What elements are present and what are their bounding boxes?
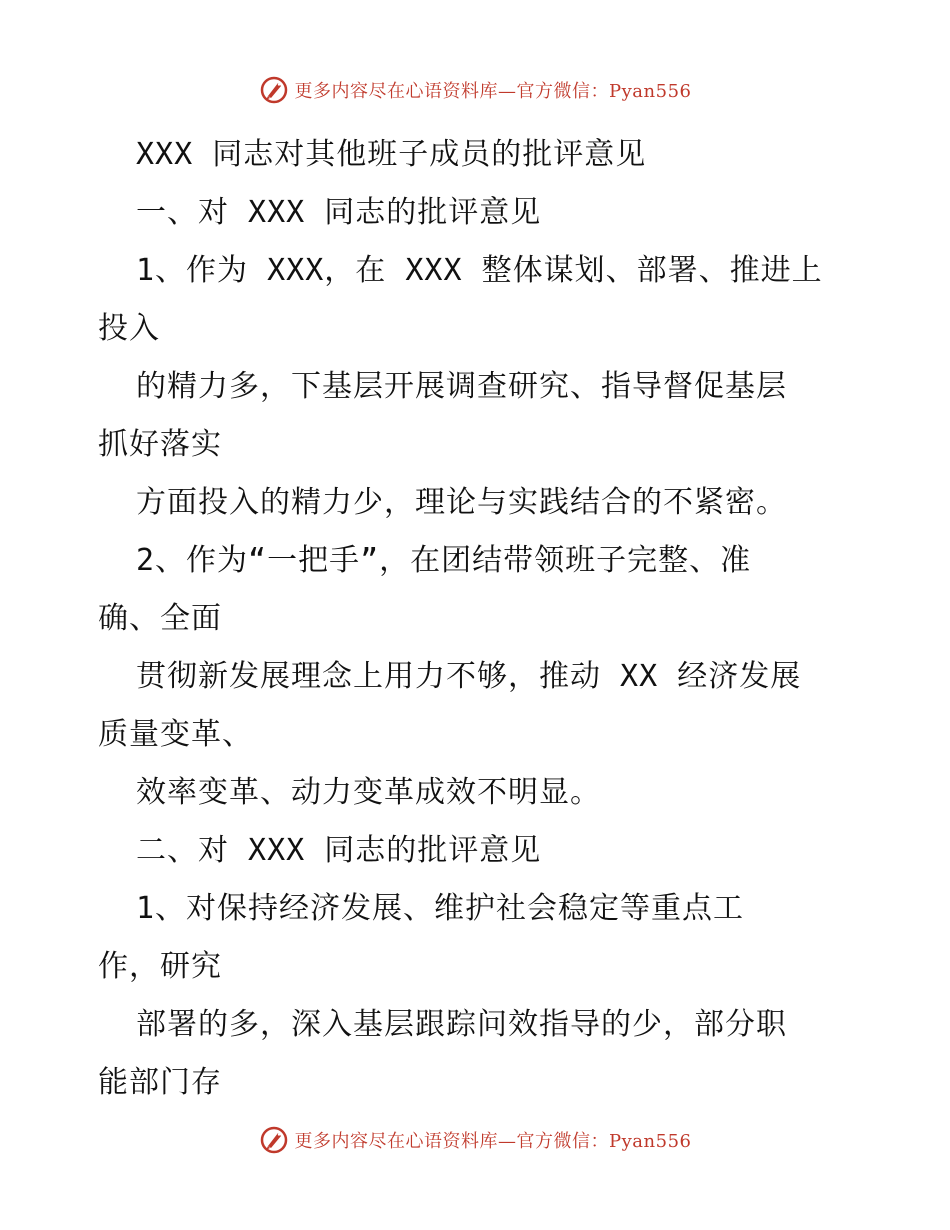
footer-watermark [0,1120,950,1160]
paragraph-line: 能部门存 [98,1065,222,1100]
paragraph-line: 1、作为 XXX，在 XXX 整体谋划、部署、推进上 [136,253,823,288]
pen-nib-logo-icon [259,1125,289,1155]
pen-nib-logo-icon [259,75,289,105]
paragraph-line: 效率变革、动力变革成效不明显。 [136,775,601,810]
header-watermark [0,70,950,110]
paragraph-line: 贯彻新发展理念上用力不够，推动 XX 经济发展 [136,659,802,694]
document-body [98,126,858,1112]
paragraph-line: 1、对保持经济发展、维护社会稳定等重点工 [136,891,745,926]
paragraph-line: 抓好落实 [98,427,222,462]
section-heading: 二、对 XXX 同志的批评意见 [136,833,542,868]
watermark-text: 更多内容尽在心语资料库—官方微信：Pyan556 [294,81,692,102]
paragraph-line: 的精力多，下基层开展调查研究、指导督促基层 [136,369,787,404]
paragraph-line: 确、全面 [98,601,222,636]
paragraph-line: 方面投入的精力少，理论与实践结合的不紧密。 [136,485,787,520]
paragraph-line: 投入 [98,311,160,346]
paragraph-line: 部署的多，深入基层跟踪问效指导的少，部分职 [136,1007,787,1042]
section-heading: 一、对 XXX 同志的批评意见 [136,195,542,230]
paragraph-line: 作，研究 [98,949,222,984]
paragraph-line: 质量变革、 [98,717,253,752]
paragraph-line: 2、作为“一把手”，在团结带领班子完整、准 [136,543,752,578]
document-title: XXX 同志对其他班子成员的批评意见 [136,137,647,172]
watermark-text: 更多内容尽在心语资料库—官方微信：Pyan556 [294,1131,692,1152]
